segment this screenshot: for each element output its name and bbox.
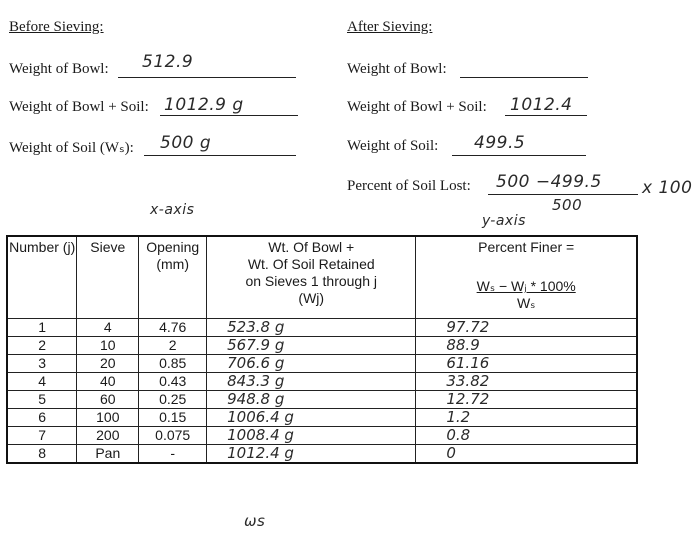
cell-number: 4 [7,372,77,390]
table-row [7,426,637,444]
table-row [7,390,637,408]
after-bowl-soil-label: Weight of Bowl + Soil: [347,99,487,115]
after-sieving-heading: After Sieving: [347,19,433,35]
cell-opening: 0.15 [139,408,207,426]
after-bowl-soil-value: 1012.4 [510,95,573,115]
cell-number: 5 [7,390,77,408]
cell-retained: 567.9 g [207,336,416,354]
cell-finer: 1.2 [416,408,637,426]
cell-retained: 706.6 g [207,354,416,372]
cell-sieve: 60 [77,390,139,408]
cell-number: 8 [7,444,77,463]
cell-sieve: 40 [77,372,139,390]
cell-number: 3 [7,354,77,372]
header-finer-line1: Percent Finer = [478,239,575,255]
cell-sieve: Pan [77,444,139,463]
header-retained-line2: Wt. Of Soil Retained [247,256,375,272]
table-row [7,318,637,336]
cell-retained: 1008.4 g [207,426,416,444]
before-soil-value: 500 g [160,133,212,153]
cell-opening: 0.43 [139,372,207,390]
cell-retained: 948.8 g [207,390,416,408]
header-retained-line4: (Wj) [298,290,325,306]
before-bowl-soil-line [160,115,298,116]
cell-opening: 0.075 [139,426,207,444]
cell-retained: 1012.4 g [207,444,416,463]
before-bowl-soil-label: Weight of Bowl + Soil: [9,99,149,115]
cell-finer: 0.8 [416,426,637,444]
after-soil-value: 499.5 [474,133,526,153]
header-finer-formula: Wₛ − Wⱼ * 100% [476,278,576,294]
sieve-table [6,235,638,464]
cell-finer: 61.16 [416,354,637,372]
cell-finer: 97.72 [416,318,637,336]
x-axis-note: x-axis [150,202,195,218]
after-lost-label: Percent of Soil Lost: [347,178,471,194]
after-bowl-soil-line [505,115,587,116]
cell-finer: 88.9 [416,336,637,354]
cell-sieve: 100 [77,408,139,426]
header-number: Number (j) [7,236,77,318]
cell-retained: 1006.4 g [207,408,416,426]
header-opening: Opening (mm) [139,236,207,318]
before-bowl-line [118,77,296,78]
cell-opening: 2 [139,336,207,354]
cell-sieve: 20 [77,354,139,372]
table-row [7,372,637,390]
after-lost-line [488,194,638,195]
cell-retained: 843.3 g [207,372,416,390]
before-sieving-heading: Before Sieving: [9,19,104,35]
before-bowl-label: Weight of Bowl: [9,61,109,77]
table-row [7,408,637,426]
cell-opening: 0.25 [139,390,207,408]
table-row [7,354,637,372]
before-soil-label: Weight of Soil (Wₛ): [9,140,134,156]
header-sieve: Sieve [77,236,139,318]
header-retained [207,236,416,318]
after-soil-line [452,155,586,156]
cell-number: 7 [7,426,77,444]
cell-finer: 0 [416,444,637,463]
header-retained-line3: on Sieves 1 through j [245,273,377,289]
cell-opening: 4.76 [139,318,207,336]
cell-retained: 523.8 g [207,318,416,336]
cell-number: 1 [7,318,77,336]
after-lost-multiplier: x 100 [642,178,693,198]
cell-finer: 33.82 [416,372,637,390]
after-bowl-line [460,77,588,78]
cell-opening: - [139,444,207,463]
header-finer-denominator: Wₛ [516,295,536,311]
y-axis-note: y-axis [482,213,526,229]
cell-finer: 12.72 [416,390,637,408]
table-row [7,444,637,463]
ws-note: ωs [244,512,266,530]
before-bowl-soil-value: 1012.9 g [164,95,244,115]
after-lost-numerator: 500 −499.5 [496,172,602,192]
header-retained-line1: Wt. Of Bowl + [268,239,355,255]
cell-sieve: 10 [77,336,139,354]
after-lost-denominator: 500 [552,196,583,214]
after-bowl-label: Weight of Bowl: [347,61,447,77]
cell-opening: 0.85 [139,354,207,372]
before-soil-line [144,155,296,156]
header-finer [416,236,637,318]
table-row [7,336,637,354]
cell-number: 2 [7,336,77,354]
cell-number: 6 [7,408,77,426]
cell-sieve: 4 [77,318,139,336]
cell-sieve: 200 [77,426,139,444]
before-bowl-value: 512.9 [142,52,194,72]
after-soil-label: Weight of Soil: [347,138,439,154]
